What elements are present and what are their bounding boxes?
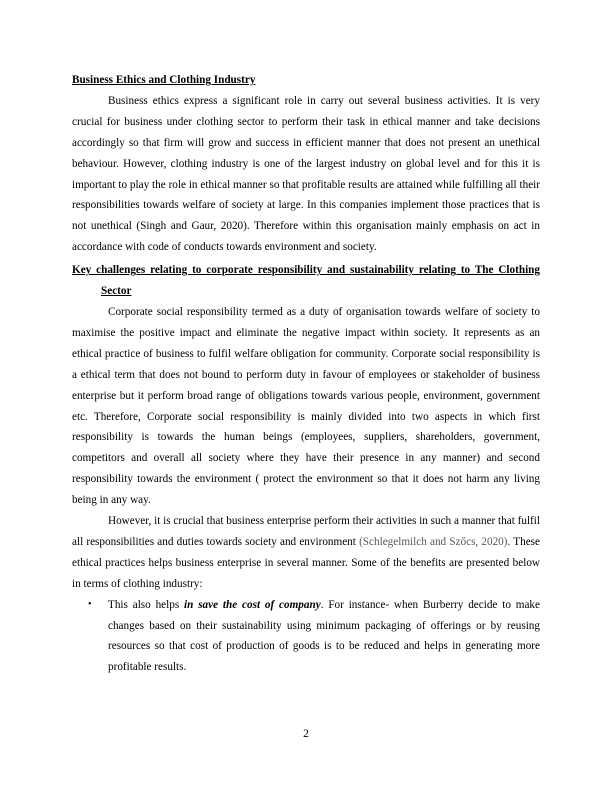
page-number: 2 xyxy=(303,728,309,740)
paragraph-text: However, it is crucial that business enterprise perform their activities in such a manner that fulfil all responsibilities and duties towards society and environment xyxy=(72,515,540,548)
citation: (Schlegelmilch and Szőcs, 2020) xyxy=(359,535,508,548)
section-heading-business-ethics: Business Ethics and Clothing Industry xyxy=(72,74,256,86)
paragraph-text: . These ethical practices helps business enterprise in several manner. Some of the benefits are presented below in terms of clothing industry: xyxy=(72,535,541,590)
page-content xyxy=(72,70,540,678)
list-item-text: . For instance- when Burberry decide to make changes based on their sustainability using minimum packaging of offerings or by reusing resources so that cost of production of goods is to be reduced and helps in generating more profitable results. xyxy=(108,598,540,674)
section-heading-key-challenges: Key challenges relating to corporate responsibility and sustainability relating to The Clothing Sector xyxy=(72,264,540,298)
csr-benefits-paragraph xyxy=(72,511,540,595)
list-item xyxy=(72,595,540,679)
benefits-list xyxy=(72,595,540,679)
list-item-emphasis: in save the cost of company xyxy=(184,598,321,611)
bullet-icon: • xyxy=(88,598,92,610)
business-ethics-paragraph: Business ethics express a significant role in carry out several business activities. It is very crucial for business under clothing sector to perform their task in ethical manner and take decisions accordingly so that firm will grow and success in efficient manner that does not present an unethical behaviour. However, clothing industry is one of the largest industry on global level and for this it is important to play the role in ethical manner so that profitable results are attained while fulfilling all their responsibilities towards welfare of society at large. In this companies implement those practices that is not unethical (Singh and Gaur, 2020). Therefore within this organisation mainly emphasis on act in accordance with code of conducts towards environment and society. xyxy=(72,94,540,254)
csr-definition-paragraph: Corporate social responsibility termed as a duty of organisation towards welfare of society to maximise the positive impact and eliminate the negative impact within society. It represents as an ethical practice of business to fulfil welfare obligation for community. Corporate social responsibility is a ethical term that does not bound to perform duty in favour of employees or stakeholder of business enterprise but it perform broad range of obligations towards various people, environment, government etc. Therefore, Corporate social responsibility is mainly divided into two aspects in which first responsibility is towards the human beings (employees, suppliers, shareholders, government, competitors and overall all society where they have their presence in any manner) and second responsibility towards the environment ( protect the environment so that it does not harm any living being in any way. xyxy=(72,305,540,507)
list-item-text: This also helps xyxy=(108,598,185,611)
